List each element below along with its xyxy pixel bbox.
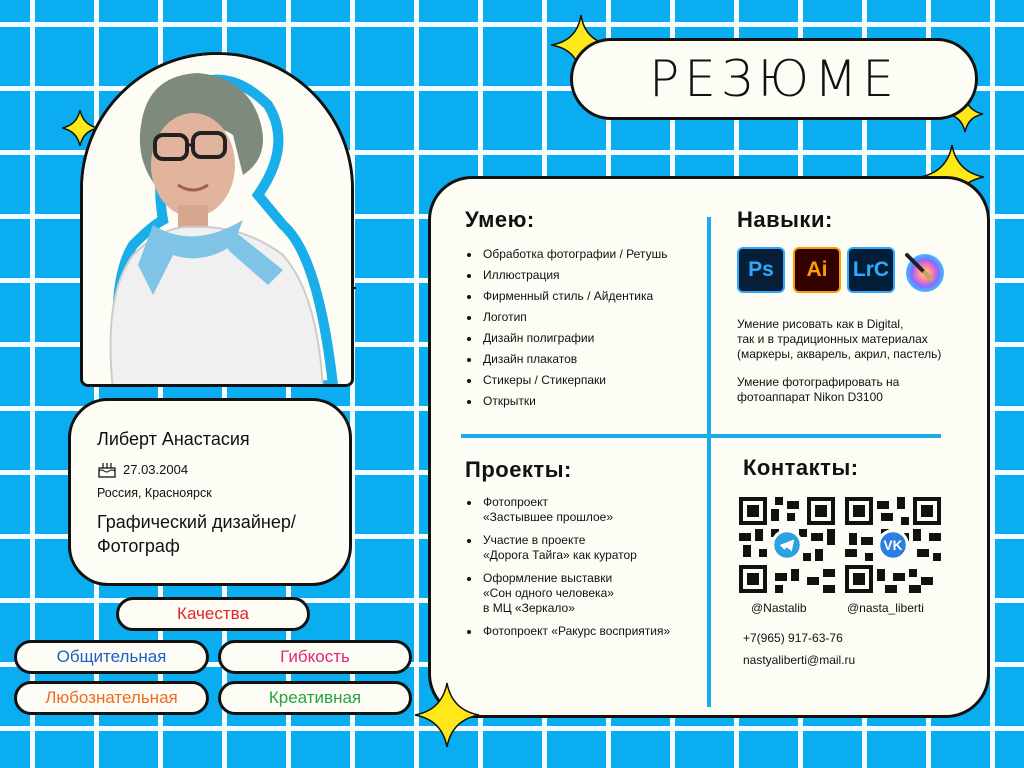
list-item: Фотопроект «Ракурс восприятия» (465, 624, 670, 639)
paint-brush-icon (901, 249, 947, 295)
vk-handle[interactable]: @nasta_liberti (847, 601, 924, 615)
svg-text:VK: VK (883, 538, 903, 554)
birth-date: 27.03.2004 (123, 461, 189, 477)
qualities-header-label: Качества (177, 604, 249, 623)
quality-label: Общительная (56, 647, 167, 666)
location: Россия, Красноярск (97, 486, 212, 500)
list-item: Иллюстрация (465, 265, 667, 286)
quality-pill (218, 681, 412, 715)
page-title: РЕЗЮМЕ (649, 50, 899, 108)
quality-pill (14, 681, 209, 715)
telegram-qr-code[interactable] (739, 497, 835, 593)
list-item: Фотопроект «Застывшее прошлое» (465, 495, 670, 525)
qualities-header (116, 597, 310, 631)
profession: Графический дизайнер/ Фотограф (97, 512, 296, 556)
quality-pill (218, 640, 412, 674)
illustrator-icon: Ai (793, 247, 841, 293)
list-item: Стикеры / Стикерпаки (465, 370, 667, 391)
lightroom-classic-icon: LrC (847, 247, 895, 293)
vertical-divider (707, 217, 711, 707)
horizontal-divider (461, 434, 941, 438)
quality-pill (14, 640, 209, 674)
birthday-cake-icon (97, 460, 117, 478)
projects-list (465, 495, 670, 647)
skills-title: Навыки: (737, 207, 833, 232)
profile-photo (80, 52, 354, 387)
projects-title: Проекты: (465, 457, 572, 482)
skills-drawing-text: Умение рисовать как в Digital, так и в традиционных материалах (маркеры, акварель, акрил, пастель) (737, 317, 942, 361)
list-item: Открытки (465, 391, 667, 412)
list-item: Дизайн плакатов (465, 349, 667, 370)
can-do-title: Умею: (465, 207, 535, 232)
vk-qr-code[interactable] (845, 497, 941, 593)
quality-label: Любознательная (45, 688, 178, 707)
email-address[interactable]: nastyaliberti@mail.ru (743, 653, 856, 667)
telegram-handle[interactable]: @Nastalib (751, 601, 807, 615)
list-item: Дизайн полиграфии (465, 328, 667, 349)
birth-row (97, 460, 349, 478)
can-do-list (465, 244, 667, 412)
person-name: Либерт Анастасия (97, 429, 250, 449)
portrait-illustration (83, 55, 354, 387)
title-banner (570, 38, 978, 120)
resume-main-card (428, 176, 990, 718)
profile-card (68, 398, 352, 586)
list-item: Логотип (465, 307, 667, 328)
quality-label: Креативная (268, 688, 362, 707)
sparkle-decoration (412, 680, 482, 750)
list-item: Обработка фотографии / Ретушь (465, 244, 667, 265)
photoshop-icon: Ps (737, 247, 785, 293)
list-item: Оформление выставки «Сон одного человека» в МЦ «Зеркало» (465, 571, 670, 616)
quality-label: Гибкость (280, 647, 350, 666)
contacts-title: Контакты: (743, 455, 859, 480)
phone-number[interactable]: +7(965) 917-63-76 (743, 631, 843, 645)
list-item: Участие в проекте «Дорога Тайга» как куратор (465, 533, 670, 563)
list-item: Фирменный стиль / Айдентика (465, 286, 667, 307)
skills-photo-text: Умение фотографировать на фотоаппарат Nikon D3100 (737, 375, 900, 404)
